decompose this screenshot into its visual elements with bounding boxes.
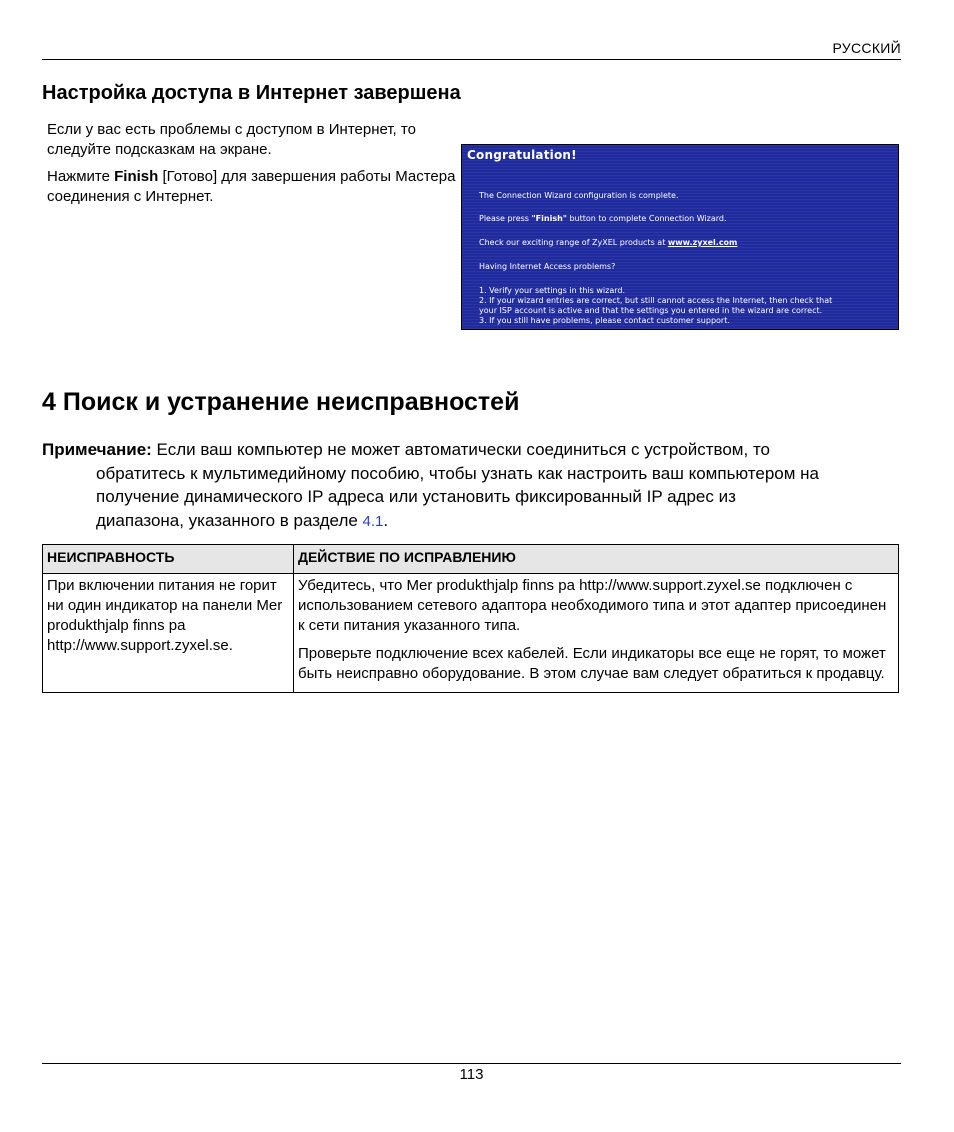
table-row (43, 574, 899, 693)
action-paragraph-2: Проверьте подключение всех кабелей. Если индикаторы все еще не горят, то может быть неисправно оборудование. В этом случае вам следует обратиться к продавцу. (298, 645, 886, 682)
page-header-language: РУССКИЙ (832, 40, 901, 56)
finish-term: Finish (114, 168, 159, 185)
troubleshooting-note (42, 438, 902, 533)
intro-p2-text-post: [Готово] для завершения работы Мастера соединения с Интернет. (47, 168, 456, 205)
note-line-1-text: Если ваш компьютер не может автоматически соединиться с устройством, то (151, 440, 770, 459)
wizard-zyxel-link: www.zyxel.com (667, 238, 738, 247)
wizard-line2-pre: Please press (479, 214, 532, 223)
note-line-4-end: . (383, 510, 389, 530)
setup-complete-text (47, 120, 457, 214)
wizard-line-problems: Having Internet Access problems? (479, 262, 616, 271)
troubleshooting-table (42, 544, 899, 693)
footer-divider (42, 1063, 901, 1064)
wizard-finish-term: "Finish" (531, 214, 567, 223)
header-action: ДЕЙСТВИЕ ПО ИСПРАВЛЕНИЮ (294, 545, 899, 574)
note-line-4 (42, 509, 902, 534)
note-line-3: получение динамического IP адреса или установить фиксированный IP адрес из (96, 487, 736, 506)
wizard-line-complete: The Connection Wizard configuration is complete. (479, 191, 679, 200)
section-reference-link[interactable]: 4.1 (362, 512, 384, 530)
cell-action (294, 574, 899, 693)
wizard-line-finish (479, 214, 727, 224)
intro-paragraph-1: Если у вас есть проблемы с доступом в Интернет, то следуйте подсказкам на экране. (47, 121, 416, 158)
note-label: Примечание: (42, 440, 152, 459)
page-number: 113 (459, 1066, 484, 1083)
wizard-step-2b: your ISP account is active and that the settings you entered in the wizard are correct. (479, 306, 823, 315)
header-divider (42, 59, 901, 60)
note-line-4-text: диапазона, указанного в разделе (96, 510, 363, 530)
note-line-2: обратитесь к мультимедийному пособию, чтобы узнать как настроить ваш компьютером на (96, 463, 820, 483)
cell-problem: При включении питания не горит ни один индикатор на панели Mer produkthjalp finns pa http://www.support.zyxel.se. (43, 574, 294, 693)
wizard-step-3: 3. If you still have problems, please contact customer support. (479, 316, 730, 325)
wizard-line3-pre: Check our exciting range of ZyXEL products at (479, 238, 668, 247)
intro-p2-text-pre: Нажмите (47, 168, 115, 185)
chapter-title-troubleshooting: 4 Поиск и устранение неисправностей (42, 388, 520, 416)
wizard-step-2a: 2. If your wizard entries are correct, but still cannot access the Internet, then check that (479, 296, 833, 305)
header-problem: НЕИСПРАВНОСТЬ (43, 545, 294, 574)
intro-paragraph-2 (47, 167, 457, 207)
wizard-line2-post: button to complete Connection Wizard. (566, 214, 727, 223)
action-paragraph-1: Убедитесь, что Mer produkthjalp finns pa http://www.support.zyxel.se подключен с использованием сетевого адаптора необходимого типа и этот адаптер присоединен к сети питания указанного типа. (298, 577, 887, 634)
wizard-step-1: 1. Verify your settings in this wizard. (479, 286, 626, 295)
section-title-setup-complete: Настройка доступа в Интернет завершена (42, 82, 461, 104)
wizard-title: Congratulation! (467, 148, 577, 162)
wizard-line-products (479, 238, 737, 248)
table-header-row (43, 545, 899, 574)
note-line-1 (42, 438, 902, 462)
wizard-screenshot (461, 144, 899, 330)
